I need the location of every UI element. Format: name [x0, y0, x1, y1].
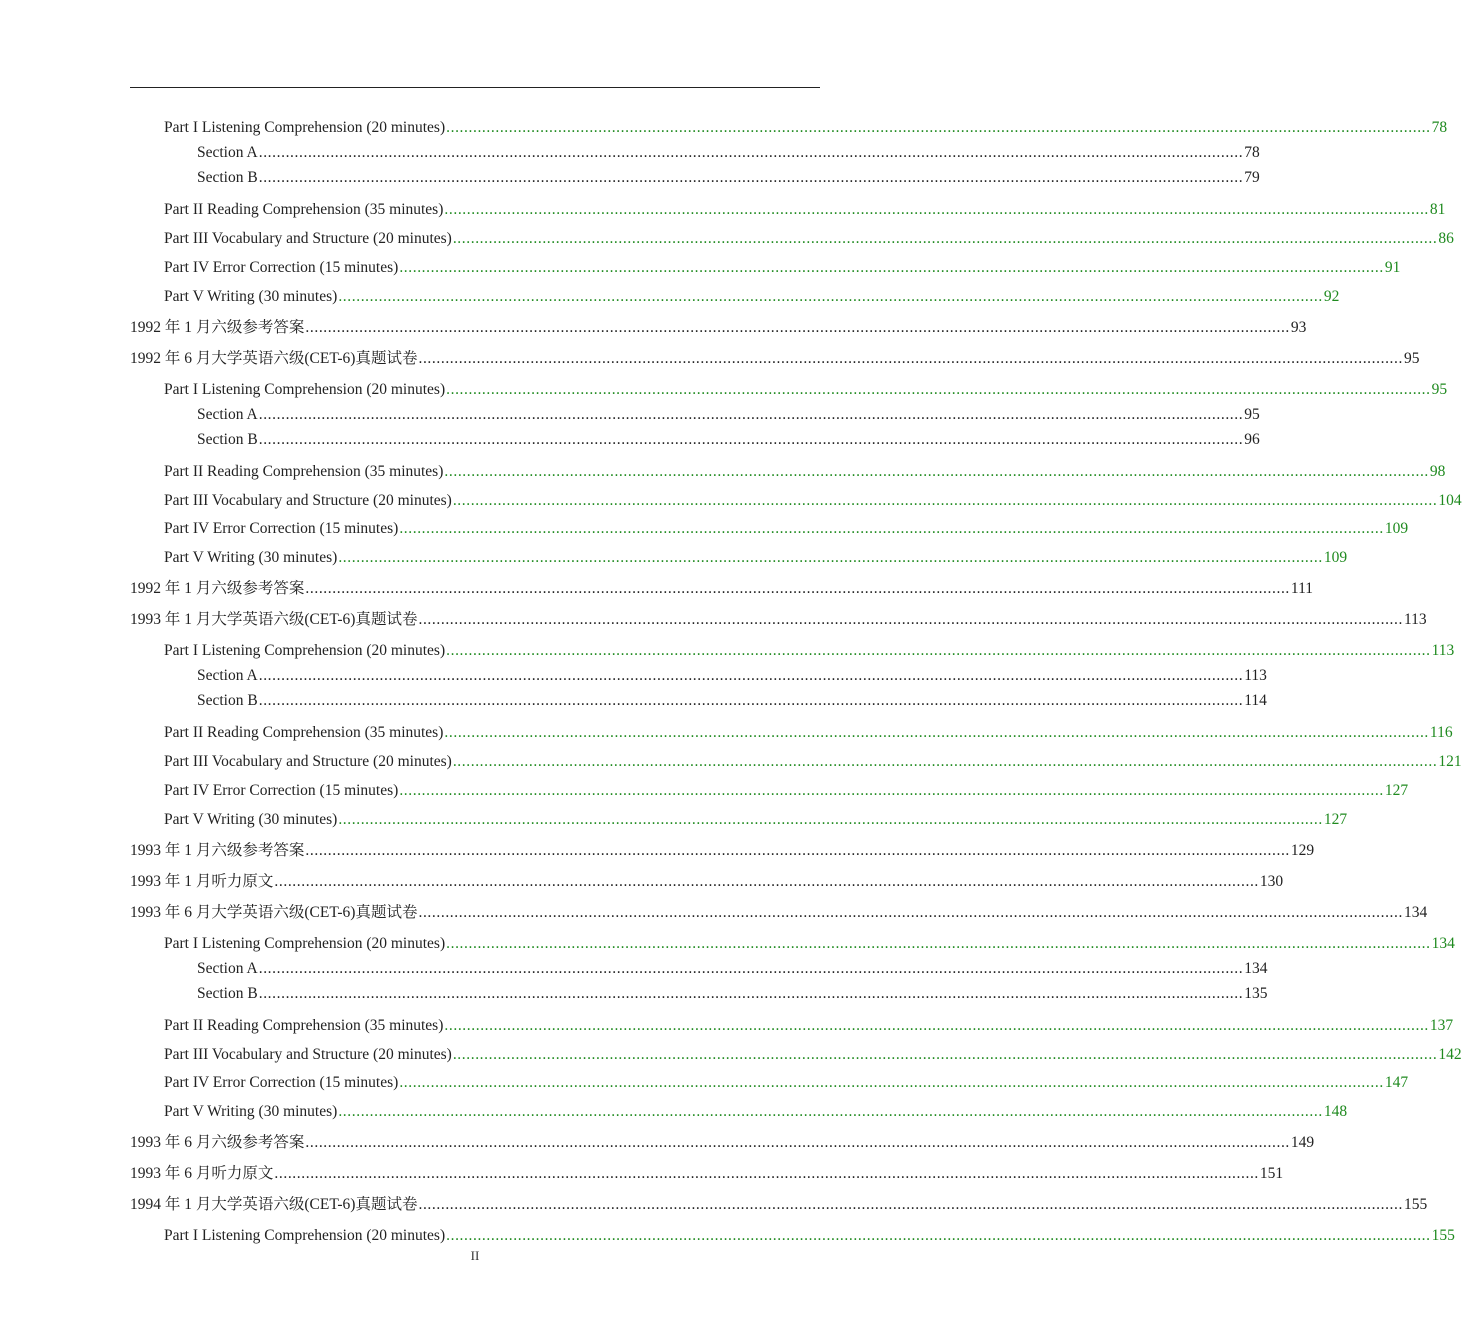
dot-leader: ............................................................................................................................................................................................................................	[446, 380, 1431, 398]
toc-entry-page: 111	[1290, 580, 1313, 597]
toc-part-entry[interactable]	[164, 810, 1348, 830]
toc-entry-label: Section B	[197, 430, 258, 448]
toc-entry-page: 134	[1431, 934, 1455, 952]
toc-entry-page: 78	[1244, 144, 1260, 161]
toc-part-entry[interactable]	[164, 723, 1453, 743]
toc-part-entry[interactable]	[164, 1226, 1455, 1246]
dot-leader: ............................................................................................................................................................................................................................	[274, 1165, 1259, 1182]
dot-leader: ............................................................................................................................................................................................................................	[452, 491, 1438, 509]
page-number: II	[470, 1248, 480, 1263]
toc-entry-page: 95	[1244, 405, 1260, 423]
toc-entry-label: 1993 年 6 月六级参考答案	[130, 1134, 305, 1151]
dot-leader: ............................................................................................................................................................................................................................	[258, 692, 1244, 709]
toc-entry-label: Part I Listening Comprehension (20 minutes)	[164, 380, 446, 398]
toc-entry-label: Part II Reading Comprehension (35 minutes)	[164, 1016, 444, 1034]
toc-entry-page: 129	[1290, 841, 1315, 859]
toc-entry-label: 1993 年 6 月听力原文	[130, 1165, 274, 1182]
toc-entry-label: Part I Listening Comprehension (20 minutes)	[164, 642, 446, 659]
toc-entry-page: 95	[1431, 380, 1448, 398]
toc-entry-page: 114	[1244, 692, 1267, 709]
toc-chapter-entry[interactable]	[130, 872, 1284, 892]
toc-chapter-entry[interactable]	[130, 610, 1427, 630]
dot-leader: ............................................................................................................................................................................................................................	[338, 1103, 1323, 1120]
toc-entry-page: 155	[1403, 1196, 1428, 1213]
toc-entry-page: 148	[1323, 1103, 1348, 1120]
toc-entry-page: 113	[1431, 642, 1455, 659]
dot-leader: ............................................................................................................................................................................................................................	[446, 119, 1431, 136]
toc-part-entry[interactable]	[164, 462, 1446, 482]
toc-entry-page: 155	[1431, 1227, 1455, 1244]
dot-leader: ............................................................................................................................................................................................................................	[399, 258, 1384, 276]
toc-entry-label: Part III Vocabulary and Structure (20 minutes)	[164, 1045, 452, 1063]
toc-entry-label: Part II Reading Comprehension (35 minutes)	[164, 462, 444, 480]
toc-part-entry[interactable]	[164, 519, 1409, 539]
toc-section-entry[interactable]	[197, 405, 1260, 425]
toc-entry-page: 109	[1384, 520, 1409, 538]
toc-entry-page: 113	[1244, 667, 1267, 684]
dot-leader: ............................................................................................................................................................................................................................	[446, 642, 1431, 659]
toc-entry-page: 92	[1323, 287, 1340, 305]
toc-entry-label: 1992 年 1 月六级参考答案	[130, 318, 305, 336]
toc-entry-page: 127	[1384, 781, 1409, 799]
toc-part-entry[interactable]	[164, 229, 1454, 249]
toc-entry-page: 151	[1259, 1165, 1284, 1182]
toc-entry-label: Section A	[197, 959, 258, 977]
toc-entry-page: 130	[1259, 872, 1284, 890]
toc-part-entry[interactable]	[164, 934, 1455, 954]
toc-entry-label: Part II Reading Comprehension (35 minutes)	[164, 724, 444, 742]
toc-part-entry[interactable]	[164, 380, 1448, 400]
toc-section-entry[interactable]	[197, 143, 1260, 163]
toc-entry-page: 113	[1403, 611, 1427, 628]
toc-chapter-entry[interactable]	[130, 903, 1428, 923]
toc-entry-page: 95	[1403, 349, 1420, 367]
toc-entry-label: Section A	[197, 144, 258, 161]
toc-chapter-entry[interactable]	[130, 579, 1313, 599]
dot-leader: ............................................................................................................................................................................................................................	[444, 462, 1429, 480]
toc-entry-label: Part IV Error Correction (15 minutes)	[164, 258, 399, 276]
toc-entry-label: Part I Listening Comprehension (20 minutes)	[164, 1227, 446, 1244]
dot-leader: ............................................................................................................................................................................................................................	[418, 611, 1403, 628]
toc-part-entry[interactable]	[164, 1016, 1454, 1036]
dot-leader: ............................................................................................................................................................................................................................	[446, 1227, 1431, 1244]
dot-leader: ............................................................................................................................................................................................................................	[446, 934, 1431, 952]
toc-part-entry[interactable]	[164, 200, 1446, 220]
toc-entry-label: 1992 年 1 月六级参考答案	[130, 580, 305, 597]
toc-entry-label: 1993 年 1 月大学英语六级(CET-6)真题试卷	[130, 611, 418, 628]
toc-chapter-entry[interactable]	[130, 318, 1307, 338]
dot-leader: ............................................................................................................................................................................................................................	[444, 201, 1429, 219]
dot-leader: ............................................................................................................................................................................................................................	[305, 580, 1290, 597]
dot-leader: ............................................................................................................................................................................................................................	[444, 1016, 1429, 1034]
toc-entry-page: 78	[1431, 119, 1448, 136]
dot-leader: ............................................................................................................................................................................................................................	[258, 144, 1244, 161]
toc-entry-label: Section A	[197, 405, 258, 423]
dot-leader: ............................................................................................................................................................................................................................	[399, 1074, 1384, 1092]
toc-part-entry[interactable]	[164, 1102, 1348, 1122]
toc-section-entry[interactable]	[197, 691, 1267, 711]
toc-entry-page: 79	[1244, 169, 1260, 186]
toc-entry-label: Part I Listening Comprehension (20 minutes)	[164, 934, 446, 952]
toc-entry-page: 135	[1244, 984, 1268, 1002]
dot-leader: ............................................................................................................................................................................................................................	[399, 781, 1384, 799]
toc-entry-label: Part IV Error Correction (15 minutes)	[164, 781, 399, 799]
toc-entry-label: Part V Writing (30 minutes)	[164, 810, 338, 828]
toc-entry-page: 91	[1384, 258, 1401, 276]
toc-entry-page: 134	[1403, 903, 1428, 921]
dot-leader: ............................................................................................................................................................................................................................	[274, 872, 1259, 890]
toc-section-entry[interactable]	[197, 984, 1268, 1004]
toc-entry-page: 81	[1429, 201, 1446, 219]
toc-entry-page: 149	[1290, 1134, 1315, 1151]
toc-entry-page: 121	[1438, 753, 1462, 771]
toc-entry-page: 93	[1290, 318, 1307, 336]
toc-part-entry[interactable]	[164, 118, 1448, 138]
toc-entry-label: Part IV Error Correction (15 minutes)	[164, 1074, 399, 1092]
dot-leader: ............................................................................................................................................................................................................................	[452, 230, 1438, 248]
toc-entry-page: 116	[1429, 724, 1453, 742]
dot-leader: ............................................................................................................................................................................................................................	[258, 667, 1244, 684]
toc-entry-page: 147	[1384, 1074, 1409, 1092]
toc-entry-label: Part II Reading Comprehension (35 minutes)	[164, 201, 444, 219]
toc-part-entry[interactable]	[164, 781, 1409, 801]
toc-entry-page: 96	[1244, 430, 1260, 448]
toc-part-entry[interactable]	[164, 1045, 1462, 1065]
toc-part-entry[interactable]	[164, 641, 1455, 661]
toc-entry-label: Section B	[197, 984, 258, 1002]
toc-section-entry[interactable]	[197, 430, 1260, 450]
toc-entry-page: 142	[1438, 1045, 1462, 1063]
dot-leader: ............................................................................................................................................................................................................................	[338, 549, 1323, 566]
toc-entry-label: Section B	[197, 169, 258, 186]
dot-leader: ............................................................................................................................................................................................................................	[418, 903, 1403, 921]
toc-entry-label: 1993 年 1 月听力原文	[130, 872, 274, 890]
toc-part-entry[interactable]	[164, 752, 1462, 772]
dot-leader: ............................................................................................................................................................................................................................	[418, 1196, 1403, 1213]
toc-section-entry[interactable]	[197, 959, 1268, 979]
toc-entry-label: Part V Writing (30 minutes)	[164, 549, 338, 566]
toc-part-entry[interactable]	[164, 287, 1340, 307]
toc-entry-label: 1992 年 6 月大学英语六级(CET-6)真题试卷	[130, 349, 418, 367]
toc-entry-label: 1994 年 1 月大学英语六级(CET-6)真题试卷	[130, 1196, 418, 1213]
dot-leader: ............................................................................................................................................................................................................................	[258, 405, 1244, 423]
toc-entry-label: Part V Writing (30 minutes)	[164, 287, 338, 305]
toc-entry-label: Section B	[197, 692, 258, 709]
toc-entry-label: Part III Vocabulary and Structure (20 minutes)	[164, 230, 452, 248]
toc-entry-page: 127	[1323, 810, 1348, 828]
dot-leader: ............................................................................................................................................................................................................................	[399, 520, 1384, 538]
dot-leader: ............................................................................................................................................................................................................................	[452, 753, 1438, 771]
dot-leader: ............................................................................................................................................................................................................................	[258, 430, 1244, 448]
toc-entry-label: Section A	[197, 667, 258, 684]
toc-entry-label: 1993 年 1 月六级参考答案	[130, 841, 305, 859]
toc-part-entry[interactable]	[164, 491, 1462, 511]
dot-leader: ............................................................................................................................................................................................................................	[452, 1045, 1438, 1063]
toc-section-entry[interactable]	[197, 666, 1267, 686]
dot-leader: ............................................................................................................................................................................................................................	[418, 349, 1403, 367]
toc-entry-label: Part III Vocabulary and Structure (20 minutes)	[164, 753, 452, 771]
toc-entry-label: Part IV Error Correction (15 minutes)	[164, 520, 399, 538]
toc-part-entry[interactable]	[164, 258, 1401, 278]
toc-entry-page: 98	[1429, 462, 1446, 480]
toc-entry-page: 109	[1323, 549, 1348, 566]
dot-leader: ............................................................................................................................................................................................................................	[305, 1134, 1290, 1151]
toc-entry-label: Part V Writing (30 minutes)	[164, 1103, 338, 1120]
dot-leader: ............................................................................................................................................................................................................................	[305, 318, 1290, 336]
dot-leader: ............................................................................................................................................................................................................................	[258, 984, 1244, 1002]
dot-leader: ............................................................................................................................................................................................................................	[258, 169, 1244, 186]
toc-chapter-entry[interactable]	[130, 1195, 1428, 1215]
dot-leader: ............................................................................................................................................................................................................................	[444, 724, 1429, 742]
dot-leader: ............................................................................................................................................................................................................................	[258, 959, 1244, 977]
toc-entry-label: Part I Listening Comprehension (20 minutes)	[164, 119, 446, 136]
toc-entry-page: 134	[1244, 959, 1268, 977]
toc-part-entry[interactable]	[164, 1073, 1409, 1093]
toc-chapter-entry[interactable]	[130, 841, 1315, 861]
dot-leader: ............................................................................................................................................................................................................................	[338, 810, 1323, 828]
dot-leader: ............................................................................................................................................................................................................................	[338, 287, 1323, 305]
dot-leader: ............................................................................................................................................................................................................................	[305, 841, 1290, 859]
toc-entry-label: 1993 年 6 月大学英语六级(CET-6)真题试卷	[130, 903, 418, 921]
toc-entry-page: 137	[1429, 1016, 1454, 1034]
toc-entry-page: 104	[1438, 491, 1462, 509]
toc-entry-page: 86	[1438, 230, 1454, 248]
toc-part-entry[interactable]	[164, 548, 1348, 568]
toc-entry-label: Part III Vocabulary and Structure (20 minutes)	[164, 491, 452, 509]
toc-chapter-entry[interactable]	[130, 1164, 1284, 1184]
toc-chapter-entry[interactable]	[130, 1133, 1315, 1153]
toc-chapter-entry[interactable]	[130, 349, 1420, 369]
toc-section-entry[interactable]	[197, 168, 1260, 188]
